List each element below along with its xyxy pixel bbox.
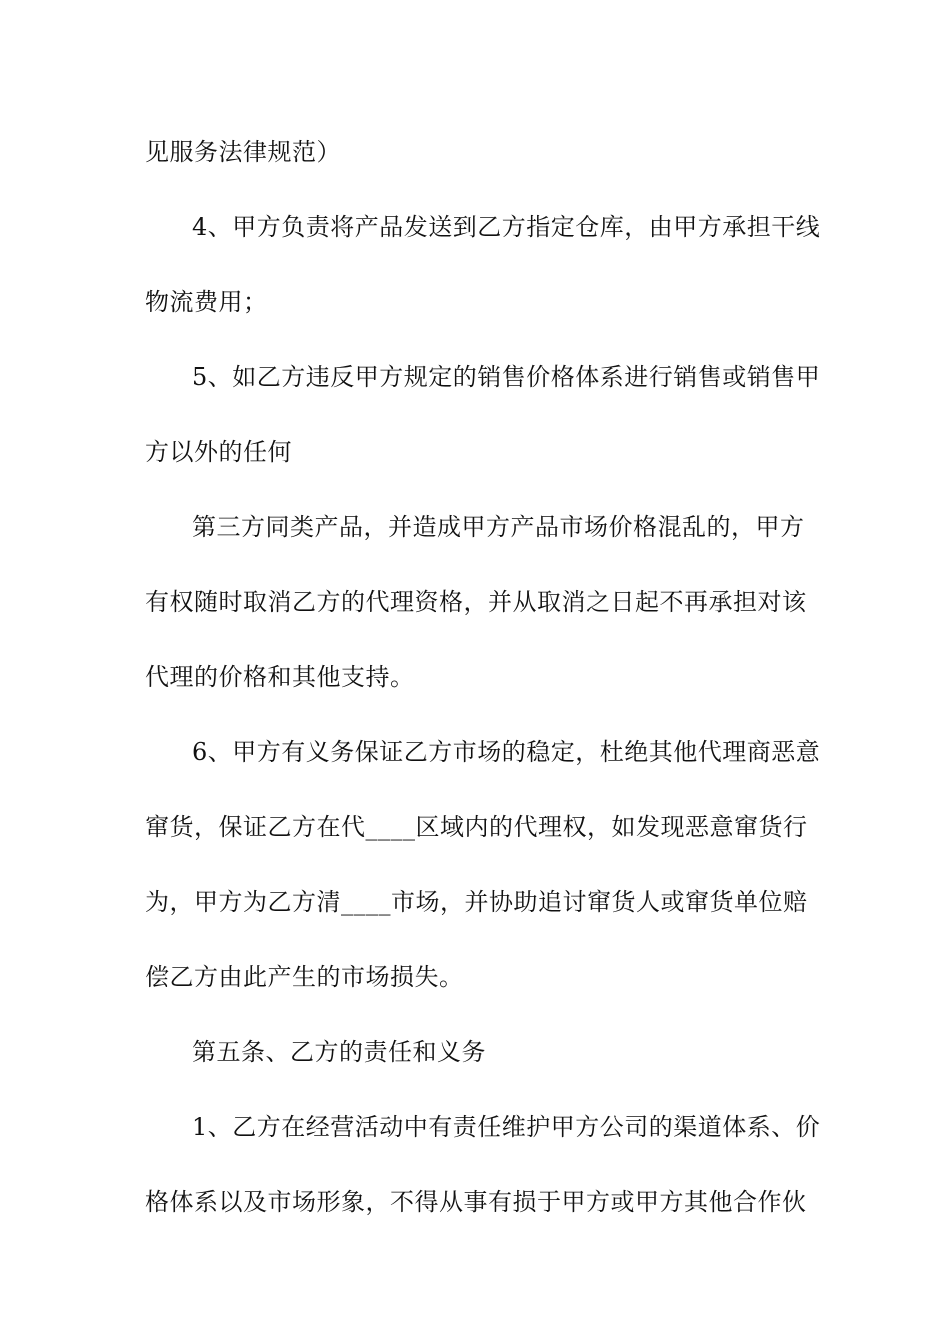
text-line: 6、甲方有义务保证乙方市场的稳定，杜绝其他代理商恶意: [192, 738, 821, 766]
text-line: 为，甲方为乙方清____市场，并协助追讨窜货人或窜货单位赔: [145, 888, 808, 916]
text-line: 窜货，保证乙方在代____区域内的代理权，如发现恶意窜货行: [145, 813, 808, 841]
text-line: 5、如乙方违反甲方规定的销售价格体系进行销售或销售甲: [192, 363, 821, 391]
text-line: 偿乙方由此产生的市场损失。: [145, 963, 464, 991]
text-line: 格体系以及市场形象，不得从事有损于甲方或甲方其他合作伙: [145, 1188, 807, 1216]
text-line: 1、乙方在经营活动中有责任维护甲方公司的渠道体系、价: [192, 1113, 821, 1141]
section-heading: 第五条、乙方的责任和义务: [192, 1038, 486, 1066]
text-line: 代理的价格和其他支持。: [145, 663, 415, 691]
text-line: 第三方同类产品，并造成甲方产品市场价格混乱的，甲方: [192, 513, 805, 541]
text-line: 有权随时取消乙方的代理资格，并从取消之日起不再承担对该: [145, 588, 807, 616]
text-line: 见服务法律规范）: [145, 138, 341, 166]
text-line: 物流费用；: [145, 288, 268, 316]
text-line: 方以外的任何: [145, 438, 292, 466]
text-line: 4、甲方负责将产品发送到乙方指定仓库，由甲方承担干线: [192, 213, 821, 241]
